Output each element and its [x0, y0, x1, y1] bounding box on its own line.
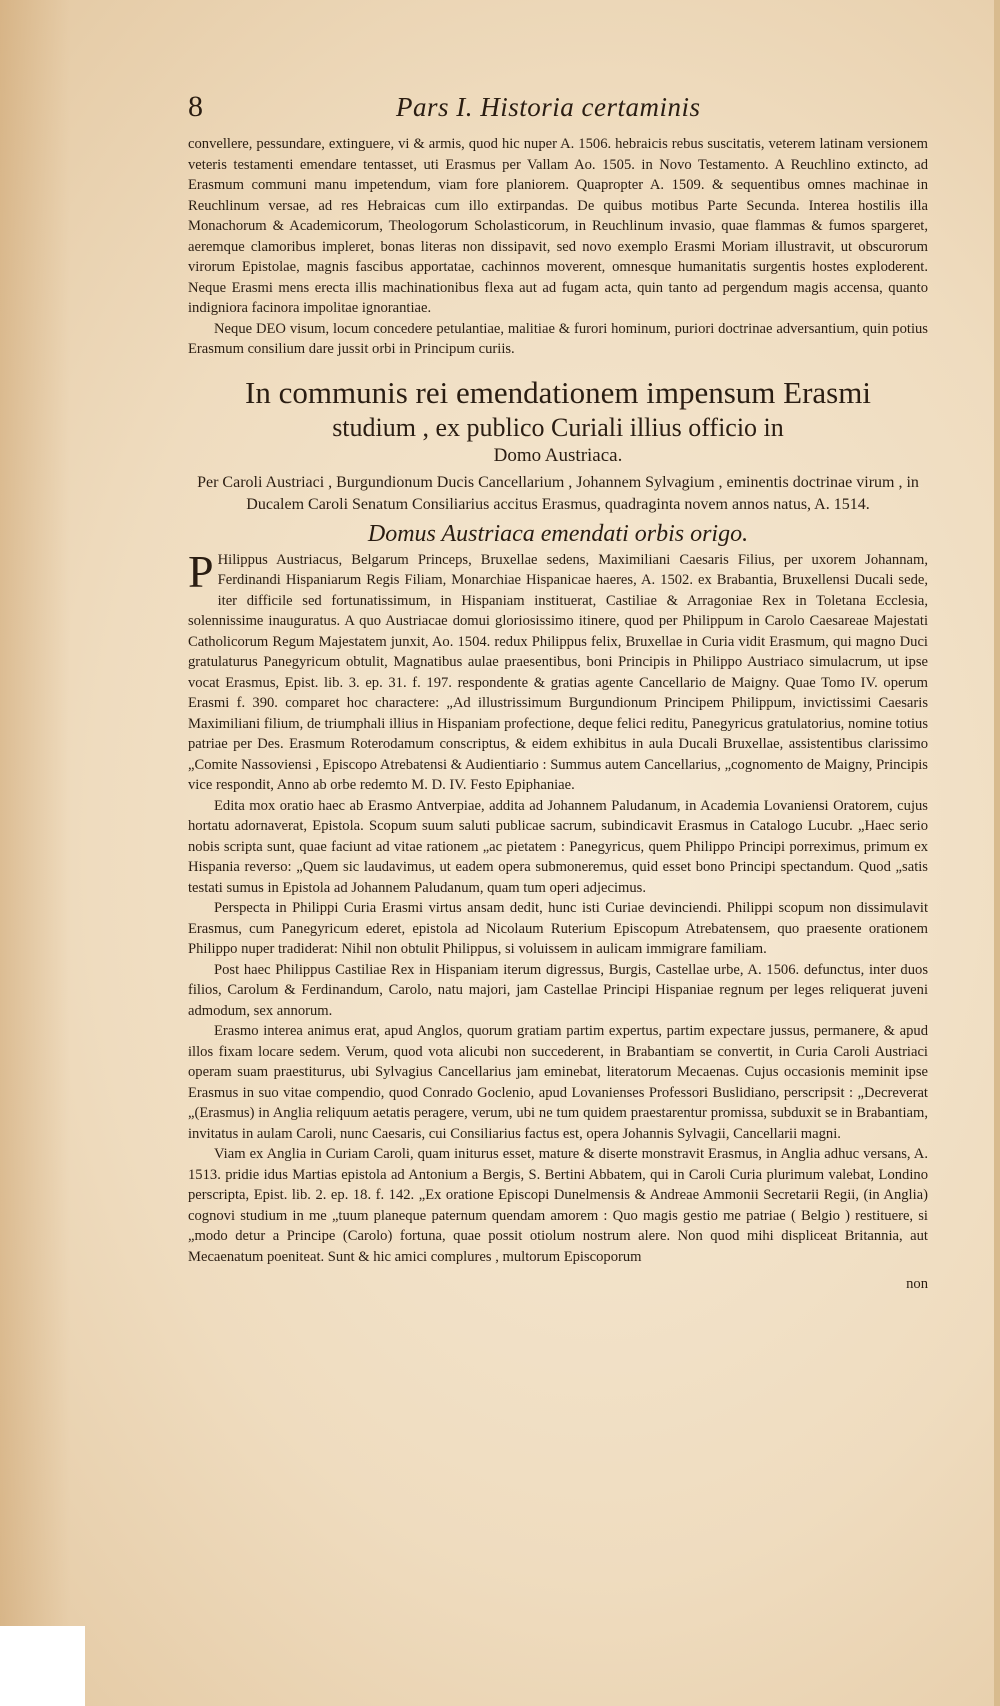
paragraph-1: convellere, pessundare, extinguere, vi & armis, quod hic nuper A. 1506. hebraicis rebus suscitatis, veterem latinam versionem veteris testamenti emendare tentasset, uti Erasmus per Vallam Ao. 1505. in Novo Testamento. A Reuchlino extincto, ad Erasmum communi manu impetendum, viam fore planiorem. Quapropter A. 1509. & sequentibus omnes machinae in Reuchlinum versae, ad res Hebraicas cum illo extirpandas. De quibus motibus Parte Secunda. Interea hostilis illa Monachorum & Academicorum, Theologorum Scholasticorum, in Reuchlinum invasio, quae flammas & fumos spargeret, aeremque clamoribus impleret, bonas literas non dissipavit, sed novo exemplo Erasmi Moriam illustravit, ut obscurorum virorum Epistolae, magnis fascibus apportatae, cachinnos moverent, omnesque humanitatis surgentis hostes exploderent. Neque Erasmi mens erecta illis machinationibus flexa aut ad fugam acta, quin tanto ad pergendum magis accensa, quanto indigniora facinora impolitae ignorantiae.	[188, 136, 928, 316]
chapter-subheading: Per Caroli Austriaci , Burgundionum Ducis Cancellarium , Johannem Sylvagium , eminentis doctrinae virum , in Ducalem Caroli Senatum Consiliarius accitus Erasmus, quadraginta novem annos natus, A. 1514.	[197, 473, 919, 513]
paragraph-2: Neque DEO visum, locum concedere petulantiae, malitiae & furori hominum, puriori doctrinae adversantium, quin potius Erasmum consilium dare jussit orbi in Principum curiis.	[188, 320, 928, 357]
chapter-heading-line-3: Domo Austriaca.	[493, 444, 623, 466]
paragraph-4: Edita mox oratio haec ab Erasmo Antverpiae, addita ad Johannem Paludanum, in Academia Lovaniensi Oratorem, cujus hortatu adornaverat, Epistola. Scopum suum saluti publicae sacrum, subindicavit Erasmus in Catalogo Lucubr. „Haec serio nobis scripta sunt, quae faciunt ad vitae rationem „ac pietatem : Panegyricus, quem Philippo Principi porreximus, primum ex Hispania reverso: „Quem sic laudavimus, ut eadem opera submoneremus, quid esset bono Principi spectandum. Quod „satis testati sumus in Epistola ad Johannem Paludanum, quam tum operi adjecimus.	[188, 797, 928, 896]
paragraph-7: Erasmo interea animus erat, apud Anglos, quorum gratiam partim expertus, partim expectare jussus, permanere, & apud illos fixam locare sedem. Verum, quod vota alicubi non succederent, in Brabantiam se convertit, in Curia Caroli Austriaci operam suam praestiturus, ubi Sylvagius Cancellarius jam eminebat, literatorum Mecaenas. Cujus occasionis meminit ipse Erasmus in suo vitae compendio, quod Conrado Goclenio, apud Lovanienses Professori Buslidiano, perscripsit : „Decreverat „(Erasmus) in Anglia reliquum aetatis peragere, verum, ubi ne tum quidem praestarentur promissa, subduxit se in Brabantiam, invitatus in aulam Caroli, nunc Caesaris, cui Consiliarius factus est, opera Johannis Sylvagii, Cancellarii magni.	[188, 1023, 928, 1142]
paragraph-8: Viam ex Anglia in Curiam Caroli, quam initurus esset, mature & diserte monstravit Erasmus, in Anglia adhuc versans, A. 1513. pridie idus Martias epistola ad Antonium a Bergis, S. Bertini Abbatem, qui in Caroli Curia plurimum valebat, Londino perscripta, Epist. lib. 2. ep. 18. f. 142. „Ex oratione Episcopi Dunelmensis & Andreae Ammonii Secretarii Regii, (in Anglia) cognovi studium in me „tuum planeque paternum quendam amorem : Quo magis gestio me patriae ( Belgio ) restituere, si „modo detur a Principe (Carolo) fortuna, quae possit otiolum nostrum alere. Non quod mihi displiceat Britannia, aut Mecaenatum poeniteat. Sunt & hic amici complures , multorum Episcoporum	[188, 1146, 928, 1265]
section-title: Domus Austriaca emendati orbis origo.	[367, 520, 749, 547]
chapter-heading-line-1: In communis rei emendationem impensum Erasmi	[245, 374, 871, 410]
paragraph-6: Post haec Philippus Castiliae Rex in Hispaniam iterum digressus, Burgis, Castellae urbe, A. 1506. defunctus, inter duos filios, Carolum & Ferdinandum, Carolo, natu majori, jam Castellae Principi Hispaniae regnum per leges reliquerat juveni admodum, sex annorum.	[188, 961, 928, 1019]
scan-blank-corner	[0, 1626, 85, 1706]
running-title: Pars I. Historia certaminis	[396, 92, 701, 122]
drop-cap: P	[188, 545, 214, 597]
chapter-heading-line-2: studium , ex publico Curiali illius officio in	[332, 412, 784, 442]
paragraph-3-text: Hilippus Austriacus, Belgarum Princeps, Bruxellae sedens, Maximiliani Caesaris Filius, per uxorem Johannam, Ferdinandi Hispaniarum Regis Filiam, Monarchiae Hispanicae haeres, A. 1502. ex Brabantia, Bruxellensi Ducali sede, iter difficile sed fortunatissimum, in Hispaniam instituerat, Castiliae & Arragoniae Rex in Toletana Ecclesia, solennissime inauguratus. A quo Austriacae domui gloriosissimo itinere, quod per Philippum in Carolo Caesareae Majestati Catholicorum Regum Majestatem junxit, Ao. 1504. redux Philippus felix, Bruxellae in Curia vidit Erasmum, qui magno Duci gratulaturus Panegyricum obtulit, Magnatibus aulae praesentibus, boni Principis in Philippo Austriaco simulacrum, ut ipse vocat Erasmus, Epist. lib. 3. ep. 31. f. 197. respondente & gratias agente Cancellario de Maigny. Quae Tomo IV. operum Erasmi f. 390. comparet hoc charactere: „Ad illustrissimum Burgundionum Principem Philippum, invictissimi Caesaris Maximiliani filium, de triumphali illius in Hispaniam profectione, deque felici reditu, Panegyricus gratulatorius, nomine totius patriae per Des. Erasmum Roterodamum conscriptus, & eidem exhibitus in aula Ducali Bruxellae, assistentibus clarissimo „Comite Nassoviensi , Episcopo Atrebatensi & Audientiario : Summus autem Cancellarius, „cognomento de Maigny, Principis vice respondit, Anno ab orbe redemto M. D. IV. Festo Epiphaniae.	[188, 551, 928, 793]
paragraph-5: Perspecta in Philippi Curia Erasmi virtus ansam dedit, hunc isti Curiae devinciendi. Philippi scopum non dissimulavit Erasmus, cum Panegyricum ederet, epistola ad Nicolaum Ruterium Episcopum Atrebatensem, quo praesente orationem Philippo nuper tradiderat: Nihil non obtulit Philippus, si voluissem in aulicam immigrare familiam.	[188, 900, 928, 957]
page-header	[188, 90, 928, 130]
catchword: non	[906, 1276, 928, 1292]
page-number: 8	[188, 90, 203, 123]
paragraph-3	[188, 545, 928, 796]
page-content	[188, 134, 928, 1292]
